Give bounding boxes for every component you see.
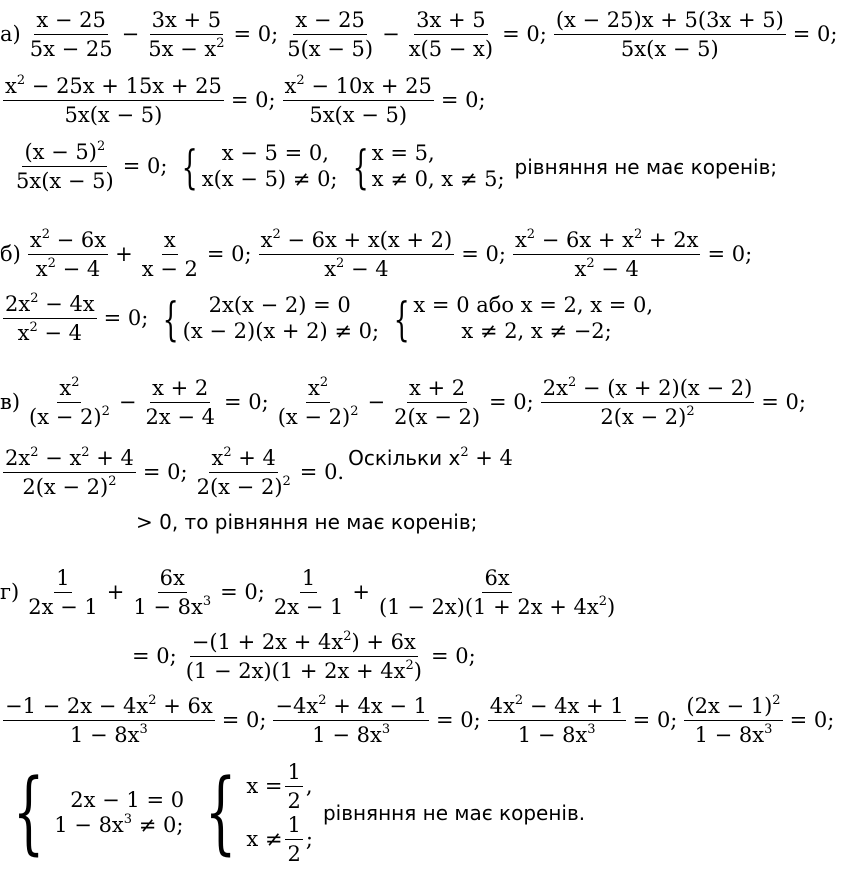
line-a-1: а) x − 25 5x − 25 − $\frac{3x + 5}{5x - x^2}$ = 0; x − 25 5(x − 5) − $\frac{3x + 5}{x(5 - x)}$ = 0; $\frac{(x - 25)x + 5(3x + 5)}{5x(x - 5)}$ = 0; xyxy=(0,8,838,62)
fraction: $\frac{6x}{1 - 8x^3}$ xyxy=(133,566,212,620)
line-b-1: б) $x^2 - 6x$ $x^2 - 4$ + $\frac{x}{x - 2}$ = 0; $\frac{x^2 - 6x + x(x + 2)}{x^2 - 4}$ = 0; $\frac{x^2 - 6x + x^2 + 2x}{x^2 - 4}$ = 0; xyxy=(0,227,753,282)
equation-system: { 2x − 1 = 0 $1 - 8x^3 \ne 0$; xyxy=(12,760,185,866)
fraction: $\frac{x + 2}{2(x - 2)}$ xyxy=(394,376,481,430)
line-v-3 xyxy=(136,512,477,533)
line-g-4 xyxy=(0,760,585,867)
line-a-2: $\frac{x^2 - 25x + 15x + 25}{5x(x - 5)}$ = 0; $\frac{x^2 - 10x + 25}{5x(x - 5)}$ = 0; xyxy=(5,73,486,128)
label-b: б) xyxy=(0,242,21,267)
fraction: $\frac{x + 2}{2x - 4}$ xyxy=(145,376,215,430)
line-g-2: = 0; $\frac{-(1 + 2x + 4x^2) + 6x}{(1 - 2x)(1 + 2x + 4x^2)}$ = 0; xyxy=(132,629,476,684)
fraction: $\frac{3x + 5}{x(5 - x)}$ xyxy=(408,8,494,62)
fraction: 1 2 xyxy=(287,813,301,867)
label-a: а) xyxy=(0,22,21,47)
line-g-3: $\frac{-1 - 2x - 4x^2 + 6x}{1 - 8x^3}$ = 0; $\frac{-4x^2 + 4x - 1}{1 - 8x^3}$ = 0; $\frac{4x^2 - 4x + 1}{1 - 8x^3}$ = 0; $\frac{(2x - 1)^2}{1 - 8x^3}$ = 0; xyxy=(5,693,835,748)
fraction: $\frac{x}{x - 2}$ xyxy=(141,228,198,282)
line-v-2: $\frac{2x^2 - x^2 + 4}{2(x - 2)^2}$ = 0; $\frac{x^2 + 4}{2(x - 2)^2}$ = 0. Оскільки $x^2 + 4$ xyxy=(5,445,513,500)
line-a-3: $\frac{(x - 5)^2}{5x(x - 5)}$ = 0; { x − 5 = 0, x(x − 5) ≠ 0; { x = 5, x ≠ 0, x ≠ 5; рівняння не має коренів; xyxy=(16,139,778,194)
conclusion-text: рівняння не має коренів; xyxy=(514,154,778,179)
fraction: $\frac{(x - 25)x + 5(3x + 5)}{5x(x - 5)}$ xyxy=(555,8,784,62)
equation-system: { x = 5, x ≠ 0, x ≠ 5; xyxy=(352,139,505,194)
fraction: $\frac{x^2 - 25x + 15x + 25}{5x(x - 5)}$ xyxy=(5,73,222,128)
fraction: $\frac{x^2 + 4}{2(x - 2)^2}$ xyxy=(196,445,291,500)
equation-system: { x = 0 або x = 2, x = 0, x ≠ 2, x ≠ −2; xyxy=(393,291,654,346)
fraction: $\frac{2x^2 - x^2 + 4}{2(x - 2)^2}$ xyxy=(5,445,134,500)
fraction: 1 2x − 1 xyxy=(273,566,344,620)
fraction: $x^2 - 6x$ $x^2 - 4$ xyxy=(29,227,107,282)
fraction: $\frac{3x + 5}{5x - x^2}$ xyxy=(148,8,225,62)
fraction: $\frac{(2x - 1)^2}{1 - 8x^3}$ xyxy=(686,693,781,748)
fraction: 1 2x − 1 xyxy=(28,566,98,620)
fraction: $\frac{x^2 - 6x + x(x + 2)}{x^2 - 4}$ xyxy=(260,227,453,282)
fraction: $\frac{(x - 5)^2}{5x(x - 5)}$ xyxy=(16,139,114,194)
fraction: x − 25 5(x − 5) xyxy=(287,8,374,62)
fraction: $\frac{4x^2 - 4x + 1}{1 - 8x^3}$ xyxy=(489,693,624,748)
fraction: x − 25 5x − 25 xyxy=(29,8,113,62)
fraction: $\frac{-(1 + 2x + 4x^2) + 6x}{(1 - 2x)(1 + 2x + 4x^2)}$ xyxy=(185,629,422,684)
fraction: $x^2$ $(x - 2)^2$ xyxy=(29,375,110,430)
fraction: $\frac{x^2 - 10x + 25}{5x(x - 5)}$ xyxy=(284,73,432,128)
equation-system: { x − 5 = 0, x(x − 5) ≠ 0; xyxy=(182,139,338,194)
line-b-2: $\frac{2x^2 - 4x}{x^2 - 4}$ = 0; { 2x(x − 2) = 0 (x − 2)(x + 2) ≠ 0; { x = 0 або x = 2, x = 0, x ≠ 2, x ≠ −2; xyxy=(5,291,654,346)
conclusion-text: рівняння не має коренів. xyxy=(322,801,586,826)
label-v: в) xyxy=(0,390,21,415)
fraction: $\frac{-1 - 2x - 4x^2 + 6x}{1 - 8x^3}$ xyxy=(5,693,213,748)
fraction: $\frac{2x^2 - 4x}{x^2 - 4}$ xyxy=(5,291,95,346)
equation-system: { x = $\frac{1}{2}$ , x ≠ 1 2 ; xyxy=(204,760,313,867)
label-g: г) xyxy=(0,580,20,605)
fraction: $\frac{2x^2 - (x + 2)(x - 2)}{2(x - 2)^2}$ xyxy=(542,375,753,430)
fraction: $x^2$ $(x - 2)^2$ xyxy=(277,375,359,430)
line-g-1: г) 1 2x − 1 + $\frac{6x}{1 - 8x^3}$ = 0; 1 2x − 1 + $\frac{6x}{(1 - 2x)(1 + 2x + 4x^2)}$ xyxy=(0,566,616,620)
fraction: $\frac{-4x^2 + 4x - 1}{1 - 8x^3}$ xyxy=(275,693,427,748)
conclusion-text: > 0, то рівняння не має коренів; xyxy=(136,510,478,534)
fraction: $\frac{6x}{(1 - 2x)(1 + 2x + 4x^2)}$ xyxy=(378,566,616,620)
fraction: $\frac{1}{2}$ xyxy=(287,760,301,814)
condition-text: Оскільки $x^2 + 4$ xyxy=(348,445,513,471)
line-v-1: в) $x^2$ $(x - 2)^2$ − $\frac{x + 2}{2x - 4}$ = 0; $x^2$ $(x - 2)^2$ − $\frac{x + 2}{2(x - 2)}$ = 0; $\frac{2x^2 - (x + 2)(x - 2)}{2(x - 2)^2}$ = 0; xyxy=(0,375,806,430)
equation-system: { 2x(x − 2) = 0 (x − 2)(x + 2) ≠ 0; xyxy=(162,291,380,346)
fraction: $\frac{x^2 - 6x + x^2 + 2x}{x^2 - 4}$ xyxy=(514,227,699,282)
